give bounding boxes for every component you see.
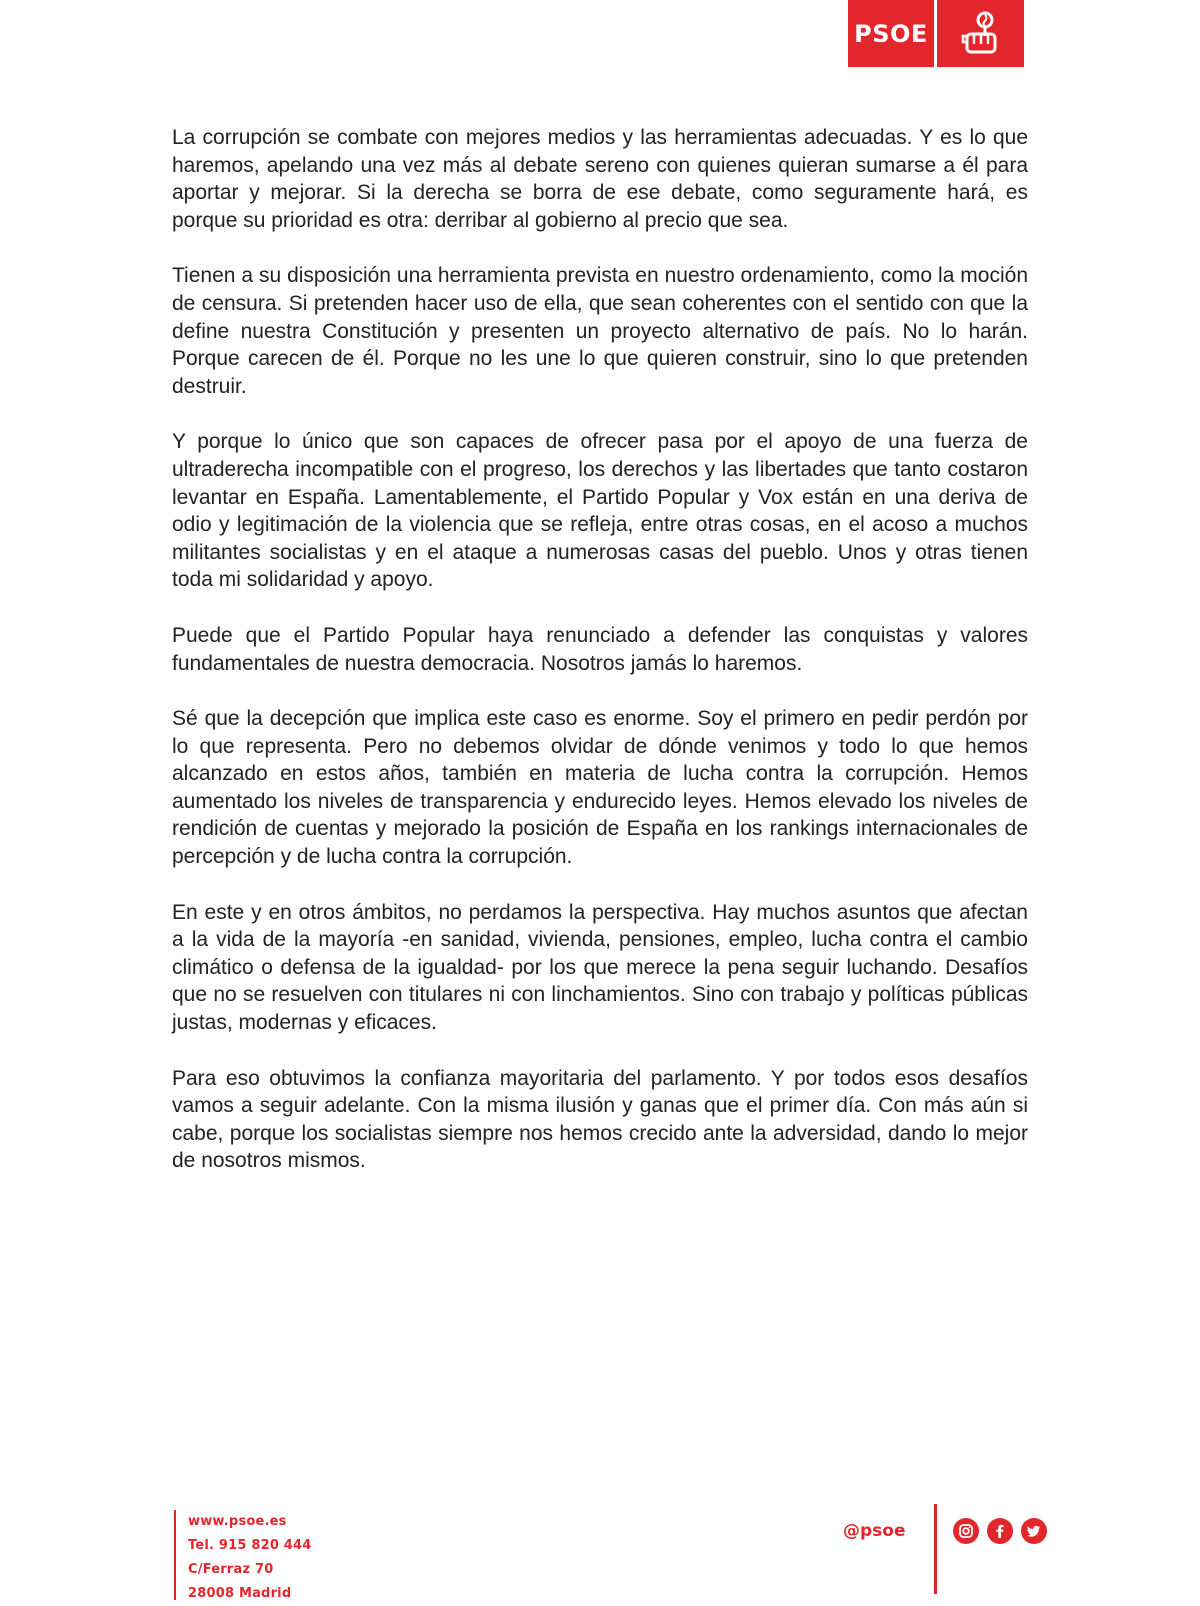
footer-contact xyxy=(174,1510,312,1600)
footer-website[interactable]: www.psoe.es xyxy=(188,1514,287,1529)
paragraph-3: Y porque lo único que son capaces de ofrecer pasa por el apoyo de una fuerza de ultraderecha incompatible con el progreso, los derechos y las libertades que tanto costaron levantar en España. Lamentablemente, el Partido Popular y Vox están en una deriva de odio y legitimación de la violencia que se refleja, entre otras cosas, en el acoso a muchos militantes socialistas y en el ataque a numerosas casas del pueblo. Unos y otras tienen toda mi solidaridad y apoyo. xyxy=(172,430,1028,592)
footer-street: C/Ferraz 70 xyxy=(188,1562,274,1577)
paragraph-4: Puede que el Partido Popular haya renunciado a defender las conquistas y valores fundamentales de nuestra democracia. Nosotros jamás lo haremos. xyxy=(172,623,1028,675)
social-icons xyxy=(953,1518,1047,1544)
letter-body xyxy=(172,124,1028,1203)
paragraph-2: Tienen a su disposición una herramienta prevista en nuestro ordenamiento, como la moción de censura. Si pretenden hacer uso de ella, que sean coherentes con el sentido con que la define nuestra Constitución y presenten un proyecto alternativo de país. No lo harán. Porque carecen de él. Porque no les une lo que quieren construir, sino lo que pretenden destruir. xyxy=(172,264,1028,398)
footer-divider xyxy=(934,1504,937,1594)
psoe-logo xyxy=(848,0,1024,67)
instagram-icon[interactable] xyxy=(953,1518,979,1544)
logo-wordmark: PSOE xyxy=(848,0,934,67)
paragraph-7: Para eso obtuvimos la confianza mayoritaria del parlamento. Y por todos esos desafíos vamos a seguir adelante. Con la misma ilusión y ganas que el primer día. Con más aún si cabe, porque los socialistas siempre nos hemos crecido ante la adversidad, dando lo mejor de nosotros mismos. xyxy=(172,1066,1028,1173)
facebook-icon[interactable] xyxy=(987,1518,1013,1544)
footer-phone: Tel. 915 820 444 xyxy=(188,1538,312,1553)
twitter-icon[interactable] xyxy=(1021,1518,1047,1544)
social-handle[interactable]: @psoe xyxy=(843,1521,906,1541)
footer-city: 28008 Madrid xyxy=(188,1586,292,1601)
footer-social xyxy=(843,1504,1047,1594)
paragraph-1: La corrupción se combate con mejores medios y las herramientas adecuadas. Y es lo que haremos, apelando una vez más al debate sereno con quienes quieran sumarse a él para aportar y mejorar. Si la derecha se borra de ese debate, como seguramente hará, es porque su prioridad es otra: derribar al gobierno al precio que sea. xyxy=(172,126,1028,232)
rose-fist-icon xyxy=(937,0,1024,67)
paragraph-5: Sé que la decepción que implica este caso es enorme. Soy el primero en pedir perdón por lo que representa. Pero no debemos olvidar de dónde venimos y todo lo que hemos alcanzado en estos años, también en materia de lucha contra la corrupción. Hemos aumentado los niveles de transparencia y endurecido leyes. Hemos elevado los niveles de rendición de cuentas y mejorado la posición de España en los rankings internacionales de percepción y de lucha contra la corrupción. xyxy=(172,707,1028,869)
paragraph-6: En este y en otros ámbitos, no perdamos la perspectiva. Hay muchos asuntos que afectan a la vida de la mayoría -en sanidad, vivienda, pensiones, empleo, lucha contra el cambio climático o defensa de la igualdad- por los que merece la pena seguir luchando. Desafíos que no se resuelven con titulares ni con linchamientos. Sino con trabajo y políticas públicas justas, modernas y eficaces. xyxy=(172,900,1028,1035)
